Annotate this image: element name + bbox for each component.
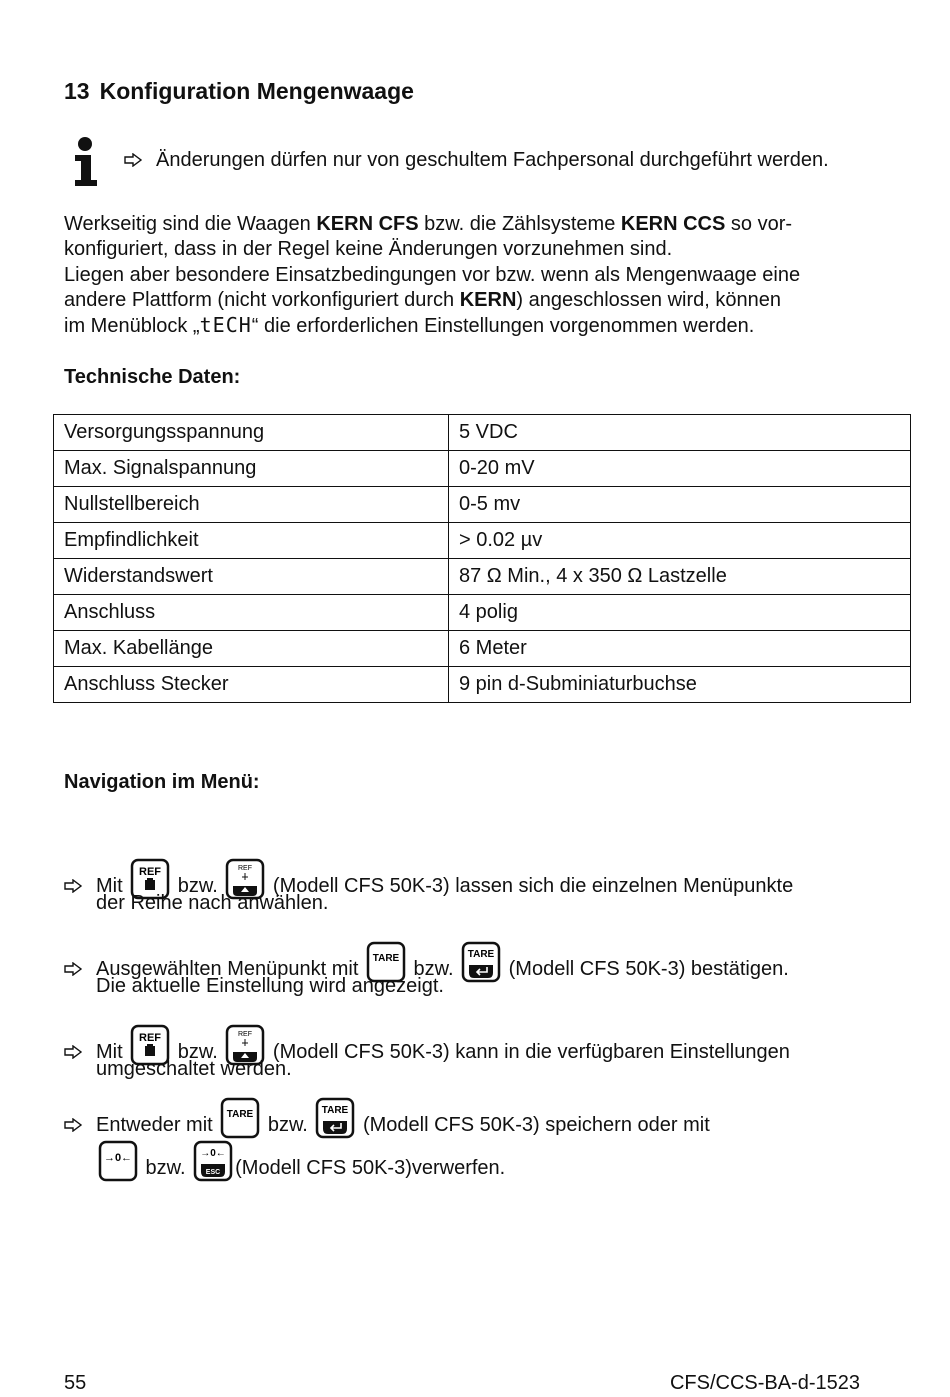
section-title: Konfiguration Mengenwaage	[99, 78, 414, 104]
nav-text: (Modell CFS 50K-3) bestätigen.	[503, 958, 789, 980]
svg-text:ESC: ESC	[205, 1169, 221, 1176]
svg-text:REF: REF	[139, 866, 162, 878]
spec-row	[54, 667, 911, 703]
tech-data-heading: Technische Daten:	[64, 366, 241, 388]
nav-step-2-cont: Die aktuelle Einstellung wird angezeigt.	[96, 975, 444, 997]
spec-label: Anschluss Stecker	[54, 667, 449, 703]
spec-label: Versorgungsspannung	[54, 415, 449, 451]
nav-text: (Modell CFS 50K-3) lassen sich die einzelnen Menüpunkte	[267, 875, 794, 897]
nav-text: (Modell CFS 50K-3)verwerfen.	[235, 1157, 506, 1179]
section-heading	[64, 78, 414, 105]
nav-text: (Modell CFS 50K-3) kann in die verfügbaren Einstellungen	[267, 1041, 790, 1063]
intro-text: ) angeschlossen wird, können	[516, 288, 782, 311]
svg-text:→0←: →0←	[200, 1148, 226, 1159]
safety-note	[124, 149, 829, 172]
info-icon	[70, 136, 102, 188]
spec-value: 6 Meter	[449, 631, 911, 667]
nav-text: Ausgewählten Menüpunkt mit	[96, 958, 364, 980]
nav-text: bzw.	[262, 1114, 314, 1136]
arrow-right-icon	[64, 962, 82, 976]
spec-label: Nullstellbereich	[54, 487, 449, 523]
intro-text: konfiguriert, dass in der Regel keine Änderungen vorzunehmen sind.	[64, 238, 673, 261]
intro-text: bzw. die Zählsysteme	[418, 213, 621, 235]
spec-row	[54, 523, 911, 559]
nav-text: bzw.	[172, 1041, 224, 1063]
spec-row	[54, 415, 911, 451]
spec-row	[54, 559, 911, 595]
nav-text: bzw.	[140, 1157, 192, 1179]
arrow-right-icon	[64, 1045, 82, 1059]
tare-enter-key-icon	[315, 1097, 355, 1139]
arrow-right-icon	[64, 1118, 82, 1132]
nav-step-4	[64, 1097, 710, 1139]
svg-text:→0←: →0←	[103, 1152, 133, 1164]
nav-heading: Navigation im Menü:	[64, 771, 260, 793]
spec-row	[54, 487, 911, 523]
zero-esc-key-icon	[193, 1140, 233, 1182]
svg-text:REF: REF	[238, 1031, 253, 1038]
note-text: Änderungen dürfen nur von geschultem Fachpersonal durchgeführt werden.	[156, 149, 829, 171]
nav-step-1-cont: der Reihe nach anwählen.	[96, 892, 329, 914]
svg-text:TARE: TARE	[467, 949, 495, 960]
spec-row	[54, 451, 911, 487]
nav-text: bzw.	[407, 958, 460, 980]
svg-text:TARE: TARE	[322, 1105, 349, 1116]
spec-label: Widerstandswert	[54, 559, 449, 595]
nav-step-3-cont: umgeschaltet werden.	[96, 1058, 292, 1080]
nav-text: Mit	[96, 875, 129, 897]
spec-value: 9 pin d-Subminiaturbuchse	[449, 667, 911, 703]
intro-text: andere Plattform (nicht vorkonfiguriert durch	[64, 288, 460, 311]
spec-label: Empfindlichkeit	[54, 523, 449, 559]
intro-text: so vor-	[725, 213, 793, 235]
spec-value: 5 VDC	[449, 415, 911, 451]
brand-kern-cfs: KERN CFS	[316, 213, 419, 235]
nav-step-4-cont	[96, 1140, 505, 1182]
svg-text:TARE: TARE	[227, 1109, 254, 1120]
nav-text: bzw.	[172, 875, 224, 897]
spec-value: 4 polig	[449, 595, 911, 631]
menu-code-tech: tECH	[199, 313, 252, 338]
spec-table	[53, 414, 911, 703]
spec-value: 0-5 mv	[449, 487, 911, 523]
spec-label: Max. Kabellänge	[54, 631, 449, 667]
intro-text: im Menüblock „	[64, 315, 200, 338]
tare-enter-key-icon	[461, 941, 501, 983]
svg-text:REF: REF	[238, 865, 253, 872]
spec-row	[54, 631, 911, 667]
intro-paragraph	[64, 212, 894, 339]
spec-value: > 0.02 µv	[449, 523, 911, 559]
brand-kern: KERN	[459, 288, 517, 311]
spec-value: 0-20 mV	[449, 451, 911, 487]
brand-kern-ccs: KERN CCS	[620, 213, 726, 235]
svg-text:TARE: TARE	[372, 953, 400, 964]
intro-text: Liegen aber besondere Einsatzbedingungen vor bzw. wenn als Mengenwaage eine	[64, 263, 801, 286]
tare-key-icon	[220, 1097, 260, 1139]
nav-text: Entweder mit	[96, 1114, 219, 1136]
arrow-right-icon	[124, 153, 142, 167]
page-number: 55	[64, 1372, 87, 1394]
nav-text: (Modell CFS 50K-3) speichern oder mit	[357, 1114, 710, 1136]
intro-text: “ die erforderlichen Einstellungen vorgenommen werden.	[251, 315, 755, 338]
arrow-right-icon	[64, 879, 82, 893]
nav-text: Mit	[96, 1041, 129, 1063]
spec-label: Max. Signalspannung	[54, 451, 449, 487]
section-number: 13	[64, 78, 90, 104]
svg-text:REF: REF	[139, 1032, 162, 1044]
spec-value: 87 Ω Min., 4 x 350 Ω Lastzelle	[449, 559, 911, 595]
zero-key-icon	[98, 1140, 138, 1182]
document-id: CFS/CCS-BA-d-1523	[669, 1372, 860, 1394]
spec-row	[54, 595, 911, 631]
spec-label: Anschluss	[54, 595, 449, 631]
intro-text: Werkseitig sind die Waagen	[64, 213, 317, 235]
